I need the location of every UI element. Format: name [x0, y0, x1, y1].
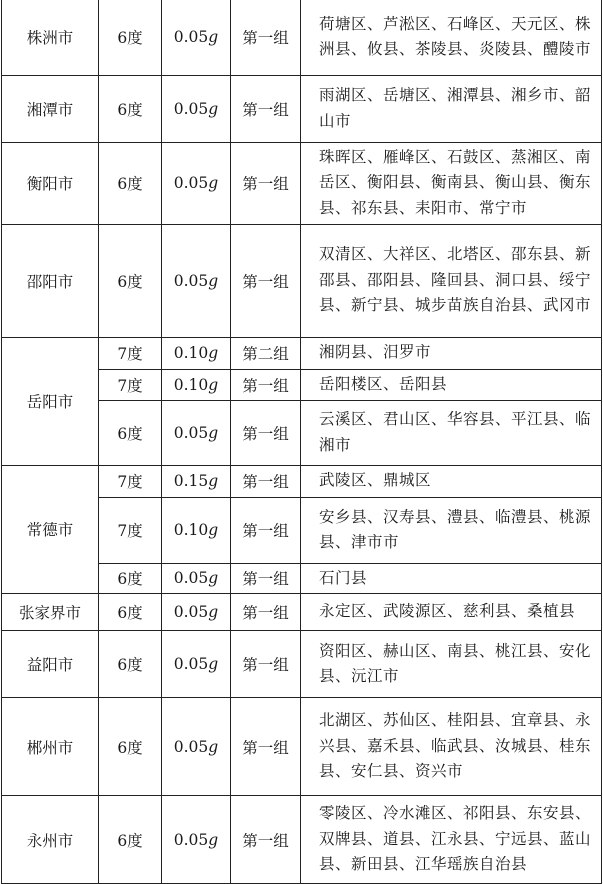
acceleration-unit: g: [208, 472, 219, 490]
table-row: [2, 698, 602, 796]
acceleration-value: 0.10: [173, 521, 209, 539]
acceleration-cell: [162, 698, 231, 796]
group-cell: 第一组: [231, 698, 301, 796]
group-cell: 第一组: [231, 75, 301, 142]
acceleration-value: 0.05: [173, 28, 209, 47]
areas-cell: 岳阳楼区、岳阳县: [301, 369, 602, 400]
acceleration-cell: [162, 224, 231, 337]
acceleration-unit: g: [208, 344, 219, 362]
acceleration-unit: g: [208, 271, 219, 290]
group-cell: 第一组: [231, 224, 301, 337]
intensity-cell: 6度: [99, 563, 162, 594]
table-row: [2, 75, 602, 142]
acceleration-value: 0.05: [173, 655, 209, 673]
acceleration-value: 0.05: [173, 271, 209, 290]
city-cell: 衡阳市: [2, 142, 99, 224]
city-cell: 常德市: [2, 465, 99, 594]
table-row: [2, 465, 602, 497]
acceleration-unit: g: [208, 28, 219, 47]
acceleration-cell: [162, 594, 231, 631]
city-cell: 永州市: [2, 796, 99, 884]
areas-cell: 湘阴县、汨罗市: [301, 337, 602, 369]
acceleration-value: 0.05: [173, 174, 209, 192]
areas-cell: 珠晖区、雁峰区、石鼓区、蒸湘区、南岳区、衡阳县、衡南县、衡山县、衡东县、祁东县、耒阳市、常宁市: [301, 142, 602, 224]
intensity-cell: 6度: [99, 796, 162, 884]
table-row: [2, 0, 602, 75]
areas-cell: 石门县: [301, 563, 602, 594]
group-cell: 第一组: [231, 497, 301, 563]
acceleration-cell: [162, 563, 231, 594]
acceleration-value: 0.05: [173, 423, 209, 442]
intensity-cell: 6度: [99, 400, 162, 465]
group-cell: 第一组: [231, 369, 301, 400]
acceleration-unit: g: [208, 375, 219, 394]
acceleration-value: 0.05: [173, 830, 209, 849]
areas-cell: 雨湖区、岳塘区、湘潭县、湘乡市、韶山市: [301, 75, 602, 142]
acceleration-value: 0.05: [173, 99, 209, 118]
city-cell: 株洲市: [2, 0, 99, 75]
table-row: [2, 631, 602, 698]
table-row: [2, 224, 602, 337]
acceleration-cell: [162, 0, 231, 75]
acceleration-value: 0.15: [173, 472, 209, 490]
intensity-cell: 7度: [99, 337, 162, 369]
group-cell: 第一组: [231, 0, 301, 75]
intensity-cell: 6度: [99, 631, 162, 698]
acceleration-unit: g: [208, 737, 219, 756]
city-cell: 岳阳市: [2, 337, 99, 465]
acceleration-cell: [162, 369, 231, 400]
areas-cell: 零陵区、冷水滩区、祁阳县、东安县、双牌县、道县、江永县、宁远县、蓝山县、新田县、江华瑶族自治县: [301, 796, 602, 884]
city-cell: 益阳市: [2, 631, 99, 698]
intensity-cell: 6度: [99, 75, 162, 142]
acceleration-cell: [162, 631, 231, 698]
table-row: [2, 142, 602, 224]
intensity-cell: 6度: [99, 594, 162, 631]
areas-cell: 双清区、大祥区、北塔区、邵东县、新邵县、邵阳县、隆回县、洞口县、绥宁县、新宁县、城步苗族自治县、武冈市: [301, 224, 602, 337]
table-row: [2, 337, 602, 369]
group-cell: 第二组: [231, 337, 301, 369]
areas-cell: 资阳区、赫山区、南县、桃江县、安化县、沅江市: [301, 631, 602, 698]
seismic-zoning-table: [1, 0, 602, 884]
group-cell: 第一组: [231, 465, 301, 497]
city-cell: 张家界市: [2, 594, 99, 631]
acceleration-cell: [162, 796, 231, 884]
group-cell: 第一组: [231, 400, 301, 465]
acceleration-cell: [162, 142, 231, 224]
acceleration-cell: [162, 497, 231, 563]
acceleration-value: 0.05: [173, 569, 209, 588]
areas-cell: 安乡县、汉寿县、澧县、临澧县、桃源县、津市市: [301, 497, 602, 563]
group-cell: 第一组: [231, 796, 301, 884]
acceleration-value: 0.10: [173, 344, 209, 362]
acceleration-cell: [162, 75, 231, 142]
acceleration-unit: g: [208, 423, 219, 442]
acceleration-unit: g: [208, 99, 219, 118]
intensity-cell: 7度: [99, 465, 162, 497]
acceleration-value: 0.05: [173, 737, 209, 756]
areas-cell: 荷塘区、芦淞区、石峰区、天元区、株洲县、攸县、茶陵县、炎陵县、醴陵市: [301, 0, 602, 75]
acceleration-unit: g: [208, 174, 219, 192]
acceleration-value: 0.10: [173, 375, 209, 394]
areas-cell: 永定区、武陵源区、慈利县、桑植县: [301, 594, 602, 631]
group-cell: 第一组: [231, 594, 301, 631]
acceleration-unit: g: [208, 569, 219, 588]
acceleration-cell: [162, 337, 231, 369]
acceleration-unit: g: [208, 830, 219, 849]
intensity-cell: 7度: [99, 369, 162, 400]
group-cell: 第一组: [231, 142, 301, 224]
areas-cell: 武陵区、鼎城区: [301, 465, 602, 497]
city-cell: 郴州市: [2, 698, 99, 796]
acceleration-cell: [162, 465, 231, 497]
intensity-cell: 6度: [99, 0, 162, 75]
intensity-cell: 6度: [99, 142, 162, 224]
areas-cell: 北湖区、苏仙区、桂阳县、宜章县、永兴县、嘉禾县、临武县、汝城县、桂东县、安仁县、资兴市: [301, 698, 602, 796]
acceleration-unit: g: [208, 655, 219, 673]
acceleration-unit: g: [208, 521, 219, 539]
intensity-cell: 6度: [99, 224, 162, 337]
intensity-cell: 7度: [99, 497, 162, 563]
acceleration-value: 0.05: [173, 603, 209, 621]
acceleration-cell: [162, 400, 231, 465]
areas-cell: 云溪区、君山区、华容县、平江县、临湘市: [301, 400, 602, 465]
city-cell: 邵阳市: [2, 224, 99, 337]
group-cell: 第一组: [231, 631, 301, 698]
table-row: [2, 594, 602, 631]
intensity-cell: 6度: [99, 698, 162, 796]
acceleration-unit: g: [208, 603, 219, 621]
group-cell: 第一组: [231, 563, 301, 594]
city-cell: 湘潭市: [2, 75, 99, 142]
table-row: [2, 796, 602, 884]
